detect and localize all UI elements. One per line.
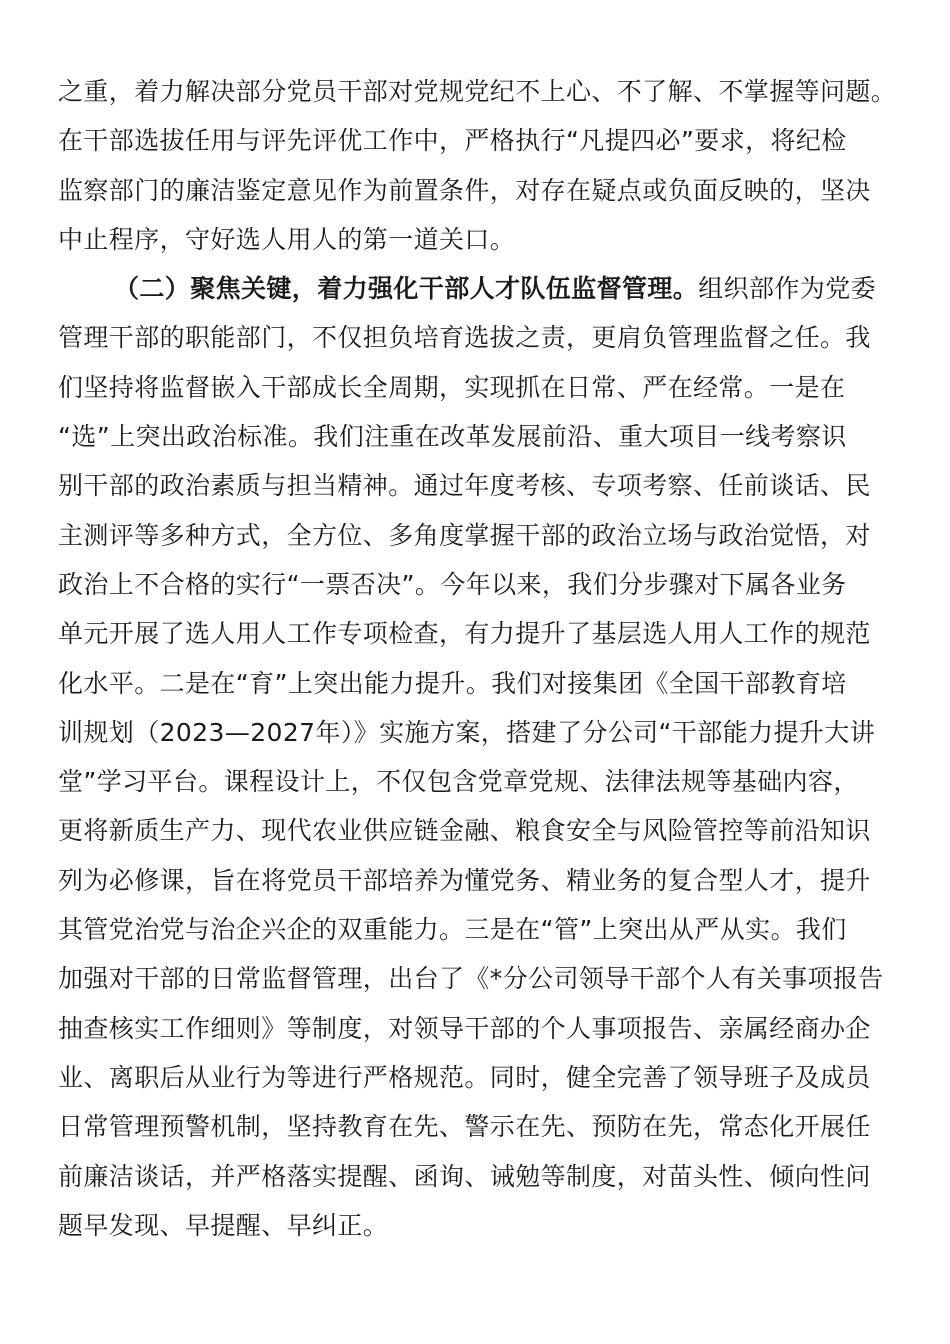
- text-line: 监察部门的廉洁鉴定意见作为前置条件，对存在疑点或负面反映的，坚决: [58, 175, 871, 205]
- text-line: 政治上不合格的实行“一票否决”。今年以来，我们分步骤对下属各业务: [58, 569, 847, 599]
- text-line: 在干部选拔任用与评先评优工作中，严格执行“凡提四必”要求，将纪检: [58, 126, 847, 156]
- paragraph-2-first-line: [58, 264, 890, 313]
- text-line: 堂”学习平台。课程设计上，不仅包含党章党规、法律法规等基础内容，: [58, 767, 859, 797]
- text-line: 列为必修课，旨在将党员干部培养为懂党务、精业务的复合型人才，提升: [58, 865, 871, 895]
- text-line: 主测评等多种方式，全方位、多角度掌握干部的政治立场与政治觉悟，对: [58, 520, 871, 550]
- text-line: 化水平。二是在“育”上突出能力提升。我们对接集团《全国干部教育培: [58, 668, 847, 698]
- paragraph-2: [58, 264, 890, 1250]
- text-line: 题早发现、早提醒、早纠正。: [58, 1210, 389, 1240]
- text-line: 单元开展了选人用人工作专项检查，有力提升了基层选人用人工作的规范: [58, 619, 871, 649]
- text-line: 训规划（2023—2027年）》实施方案，搭建了分公司“干部能力提升大讲: [58, 717, 876, 747]
- text-segment: 组织部作为党委: [698, 274, 877, 304]
- text-line: 们坚持将监督嵌入干部成长全周期，实现抓在日常、严在经常。一是在: [58, 372, 846, 402]
- text-line: 前廉洁谈话，并严格落实提醒、函询、诫勉等制度，对苗头性、倾向性问: [58, 1161, 871, 1191]
- text-line: 业、离职后从业行为等进行严格规范。同时，健全完善了领导班子及成员: [58, 1062, 871, 1092]
- section-heading: （二）聚焦关键，着力强化干部人才队伍监督管理。: [114, 274, 699, 304]
- text-line: 加强对干部的日常监督管理，出台了《*分公司领导干部个人有关事项报告: [58, 964, 884, 994]
- text-line: 管理干部的职能部门，不仅担负培育选拔之责，更肩负管理监督之任。我: [58, 323, 871, 353]
- document-body: [58, 67, 897, 1250]
- text-line: “选”上突出政治标准。我们注重在改革发展前沿、重大项目一线考察识: [58, 422, 847, 452]
- text-line: 更将新质生产力、现代农业供应链金融、粮食安全与风险管控等前沿知识: [58, 816, 871, 846]
- text-line: 别干部的政治素质与担当精神。通过年度考核、专项考察、任前谈话、民: [58, 471, 871, 501]
- text-line: 其管党治党与治企兴企的双重能力。三是在“管”上突出从严从实。我们: [58, 915, 847, 945]
- text-line: 中止程序，守好选人用人的第一道关口。: [58, 224, 516, 254]
- paragraph-1: [58, 67, 897, 264]
- text-line: 抽查核实工作细则》等制度，对领导干部的个人事项报告、亲属经商办企: [58, 1013, 871, 1043]
- text-line: 日常管理预警机制，坚持教育在先、警示在先、预防在先，常态化开展任: [58, 1112, 871, 1142]
- text-line: 之重，着力解决部分党员干部对党规党纪不上心、不了解、不掌握等问题。: [58, 77, 897, 106]
